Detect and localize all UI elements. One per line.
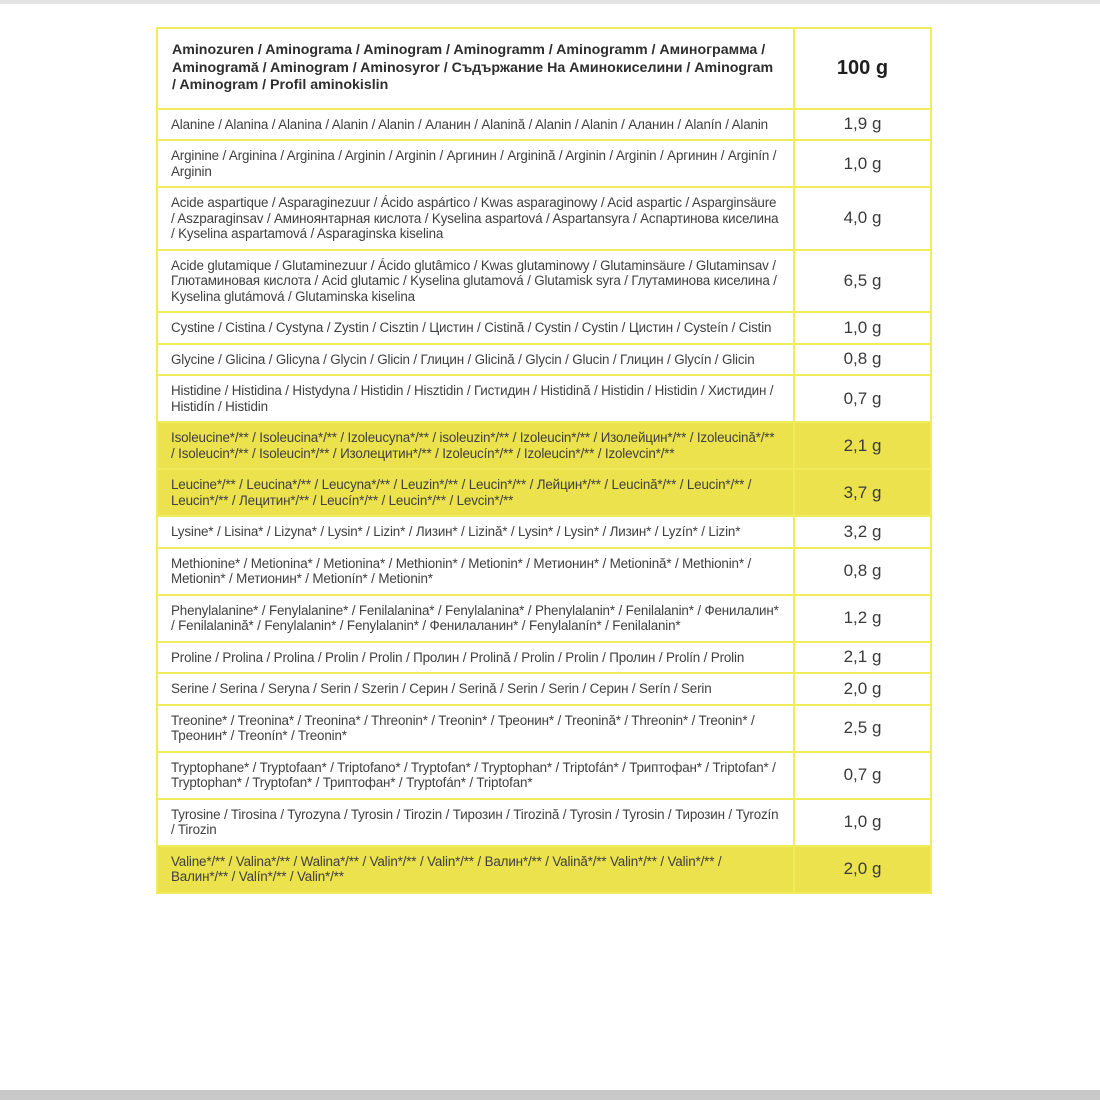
amino-row <box>157 344 931 376</box>
amino-value-cell: 2,1 g <box>794 422 931 469</box>
amino-names-cell: Isoleucine*/** / Isoleucina*/** / Izoleucyna*/** / isoleuzin*/** / Izoleucin*/** / Изолейцин*/** / Izoleucină*/** / Isoleucin*/** / Isoleucin*/** / Изолецитин*/** / Izoleucín*/** / Izoleucin*/** / Izolevcin*/** <box>157 422 794 469</box>
amino-value-cell: 2,1 g <box>794 642 931 674</box>
amino-value-cell: 0,7 g <box>794 752 931 799</box>
amino-value-cell: 2,5 g <box>794 705 931 752</box>
amino-row <box>157 140 931 187</box>
amino-value-cell: 1,0 g <box>794 799 931 846</box>
amino-row <box>157 516 931 548</box>
amino-row <box>157 469 931 516</box>
amino-names-cell: Histidine / Histidina / Histydyna / Histidin / Hisztidin / Гистидин / Histidină / Histidin / Histidin / Хистидин / Histidín / Histidin <box>157 375 794 422</box>
amino-row <box>157 799 931 846</box>
amino-row <box>157 109 931 141</box>
amino-names-cell: Valine*/** / Valina*/** / Walina*/** / Valin*/** / Valin*/** / Валин*/** / Valină*/** Valin*/** / Valin*/** / Валин*/** / Valín*/** / Valin*/** <box>157 846 794 893</box>
amino-row <box>157 595 931 642</box>
aminogram-header-row <box>157 28 931 109</box>
amino-names-cell: Methionine* / Metionina* / Metionina* / Methionin* / Metionin* / Метионин* / Metionină* / Methionin* / Metionin* / Метионин* / Metionín* / Metionin* <box>157 548 794 595</box>
amino-row <box>157 642 931 674</box>
amino-names-cell: Tyrosine / Tirosina / Tyrozyna / Tyrosin / Tirozin / Тирозин / Tirozină / Tyrosin / Tyrosin / Тирозин / Tyrozín / Tirozin <box>157 799 794 846</box>
amino-value-cell: 1,0 g <box>794 312 931 344</box>
amino-names-cell: Acide aspartique / Asparaginezuur / Ácido aspártico / Kwas asparaginowy / Acid aspartic / Asparginsäure / Aszparaginsav / Аминоянтарная кислота / Kyselina aspartová / Aspartansyra / Аспартинова киселина / Kyselina aspartamová / Asparaginska kiselina <box>157 187 794 250</box>
amino-value-cell: 6,5 g <box>794 250 931 313</box>
amino-row <box>157 846 931 893</box>
amino-row <box>157 548 931 595</box>
amino-value-cell: 0,8 g <box>794 548 931 595</box>
amino-names-cell: Treonine* / Treonina* / Treonina* / Threonin* / Treonin* / Треонин* / Treonină* / Threonin* / Treonin* / Треонин* / Treonín* / Treonin* <box>157 705 794 752</box>
amino-names-cell: Glycine / Glicina / Glicyna / Glycin / Glicin / Глицин / Glicină / Glycin / Glucin / Глицин / Glycín / Glicin <box>157 344 794 376</box>
amino-names-cell: Phenylalanine* / Fenylalanine* / Fenilalanina* / Fenylalanina* / Phenylalanin* / Fenilalanin* / Фенилалин* / Fenilalanină* / Fenylalanin* / Fenylalanin* / Фенилаланин* / Fenylalanín* / Fenilalanin* <box>157 595 794 642</box>
amino-names-cell: Serine / Serina / Seryna / Serin / Szerin / Серин / Serină / Serin / Serin / Серин / Serín / Serin <box>157 673 794 705</box>
amino-names-cell: Arginine / Arginina / Arginina / Arginin / Arginin / Аргинин / Arginină / Arginin / Arginin / Аргинин / Arginín / Arginin <box>157 140 794 187</box>
amino-value-cell: 2,0 g <box>794 673 931 705</box>
amino-value-cell: 3,2 g <box>794 516 931 548</box>
amino-value-cell: 3,7 g <box>794 469 931 516</box>
amino-row <box>157 673 931 705</box>
amino-row <box>157 422 931 469</box>
amino-value-cell: 1,2 g <box>794 595 931 642</box>
amino-value-cell: 2,0 g <box>794 846 931 893</box>
aminogram-table <box>156 27 932 894</box>
amino-names-cell: Leucine*/** / Leucina*/** / Leucyna*/** / Leuzin*/** / Leucin*/** / Лейцин*/** / Leucină*/** / Leucin*/** / Leucin*/** / Лецитин*/** / Leucín*/** / Leucin*/** / Levcin*/** <box>157 469 794 516</box>
aminogram-table-container <box>156 27 930 894</box>
amino-value-cell: 1,0 g <box>794 140 931 187</box>
amino-row <box>157 250 931 313</box>
amino-value-cell: 1,9 g <box>794 109 931 141</box>
amino-row <box>157 705 931 752</box>
amino-names-cell: Acide glutamique / Glutaminezuur / Ácido glutâmico / Kwas glutaminowy / Glutaminsäure / Glutaminsav / Глютаминовая кислота / Acid glutamic / Kyselina glutamová / Glutamisk syra / Глутаминова киселина / Kyselina glutámová / Glutaminska kiselina <box>157 250 794 313</box>
amino-row <box>157 752 931 799</box>
amino-value-cell: 4,0 g <box>794 187 931 250</box>
amino-names-cell: Proline / Prolina / Prolina / Prolin / Prolin / Пролин / Prolină / Prolin / Prolin / Пролин / Prolín / Prolin <box>157 642 794 674</box>
aminogram-header-title: Aminozuren / Aminograma / Aminogram / Aminogramm / Aminogramm / Аминограмма / Aminogramă / Aminogram / Aminosyror / Съдържание На Аминокиселини / Aminogram / Aminogram / Profil aminokislin <box>157 28 794 109</box>
amino-row <box>157 375 931 422</box>
amino-names-cell: Tryptophane* / Tryptofaan* / Triptofano* / Tryptofan* / Tryptophan* / Triptofán* / Триптофан* / Triptofan* / Tryptophan* / Tryptofan* / Триптофан* / Tryptofán* / Triptofan* <box>157 752 794 799</box>
page-top-edge-strip <box>0 0 1100 4</box>
amino-value-cell: 0,8 g <box>794 344 931 376</box>
amino-names-cell: Alanine / Alanina / Alanina / Alanin / Alanin / Аланин / Alanină / Alanin / Alanin / Аланин / Alanín / Alanin <box>157 109 794 141</box>
amino-row <box>157 312 931 344</box>
aminogram-header-amount: 100 g <box>794 28 931 109</box>
page-bottom-edge-strip <box>0 1090 1100 1100</box>
amino-names-cell: Cystine / Cistina / Cystyna / Zystin / Cisztin / Цистин / Cistină / Cystin / Cystin / Цистин / Cysteín / Cistin <box>157 312 794 344</box>
amino-value-cell: 0,7 g <box>794 375 931 422</box>
amino-names-cell: Lysine* / Lisina* / Lizyna* / Lysin* / Lizin* / Лизин* / Lizină* / Lysin* / Lysin* / Лизин* / Lyzín* / Lizin* <box>157 516 794 548</box>
amino-row <box>157 187 931 250</box>
